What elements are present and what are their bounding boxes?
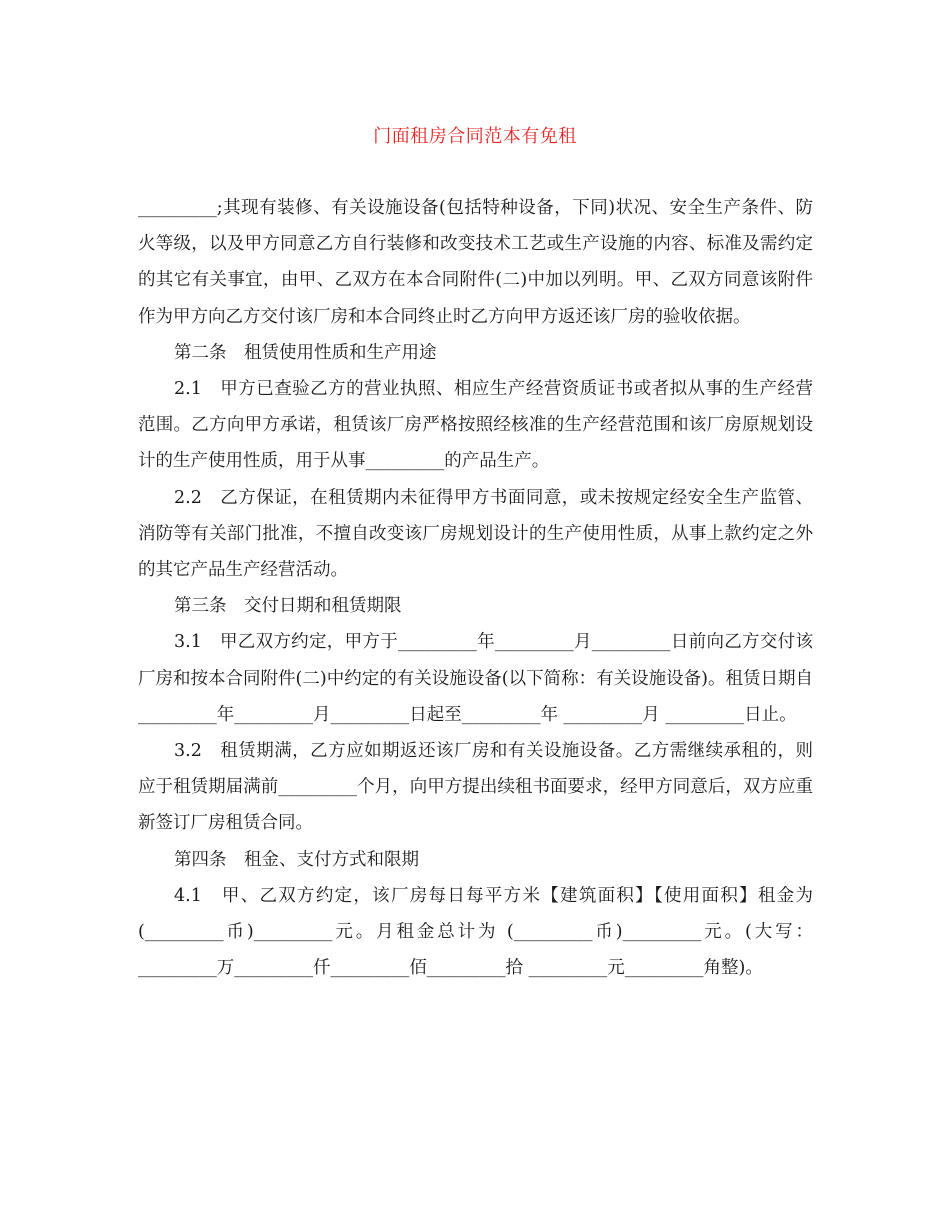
clause-4-1: 4.1 甲、乙双方约定，该厂房每日每平方米【建筑面积】【使用面积】租金为(_________币)_________元。月租金总计为 (_________币)_________元。(大写：_________万_________仟_________佰_________拾 _________元_________角整)。 xyxy=(138,885,813,979)
heading-article-2: 第二条 租赁使用性质和生产用途 xyxy=(174,342,437,363)
clause-2-1: 2.1 甲方已查验乙方的营业执照、相应生产经营资质证书或者拟从事的生产经营范围。乙方向甲方承诺，租赁该厂房严格按照经核准的生产经营范围和该厂房原规划设计的生产使用性质，用于从事_________的产品生产。 xyxy=(138,379,813,472)
paragraph-facilities: _________;其现有装修、有关设施设备(包括特种设备，下同)状况、安全生产条件、防火等级，以及甲方同意乙方自行装修和改变技术工艺或生产设施的内容、标准及需约定的其它有关事宜，由甲、乙双方在本合同附件(二)中加以列明。甲、乙双方同意该附件作为甲方向乙方交付该厂房和本合同终止时乙方向甲方返还该厂房的验收依据。 xyxy=(138,198,813,327)
heading-article-4: 第四条 租金、支付方式和限期 xyxy=(174,849,419,870)
document-body xyxy=(138,190,813,986)
heading-article-3: 第三条 交付日期和租赁期限 xyxy=(174,596,402,617)
document-title: 门面租房合同范本有免租 xyxy=(373,126,577,147)
clause-3-2: 3.2 租赁期满，乙方应如期返还该厂房和有关设施设备。乙方需继续承租的，则应于租赁期届满前_________个月，向甲方提出续租书面要求，经甲方同意后，双方应重新签订厂房租赁合同。 xyxy=(138,741,813,834)
clause-2-2: 2.2 乙方保证，在租赁期内未征得甲方书面同意，或未按规定经安全生产监管、消防等有关部门批准，不擅自改变该厂房规划设计的生产使用性质，从事上款约定之外的其它产品生产经营活动。 xyxy=(138,487,813,581)
clause-3-1: 3.1 甲乙双方约定，甲方于_________年_________月_________日前向乙方交付该厂房和按本合同附件(二)中约定的有关设施设备(以下简称：有关设施设备)。租赁日期自_________年_________月_________日起至_________年 _________月 _________日止。 xyxy=(138,632,813,725)
